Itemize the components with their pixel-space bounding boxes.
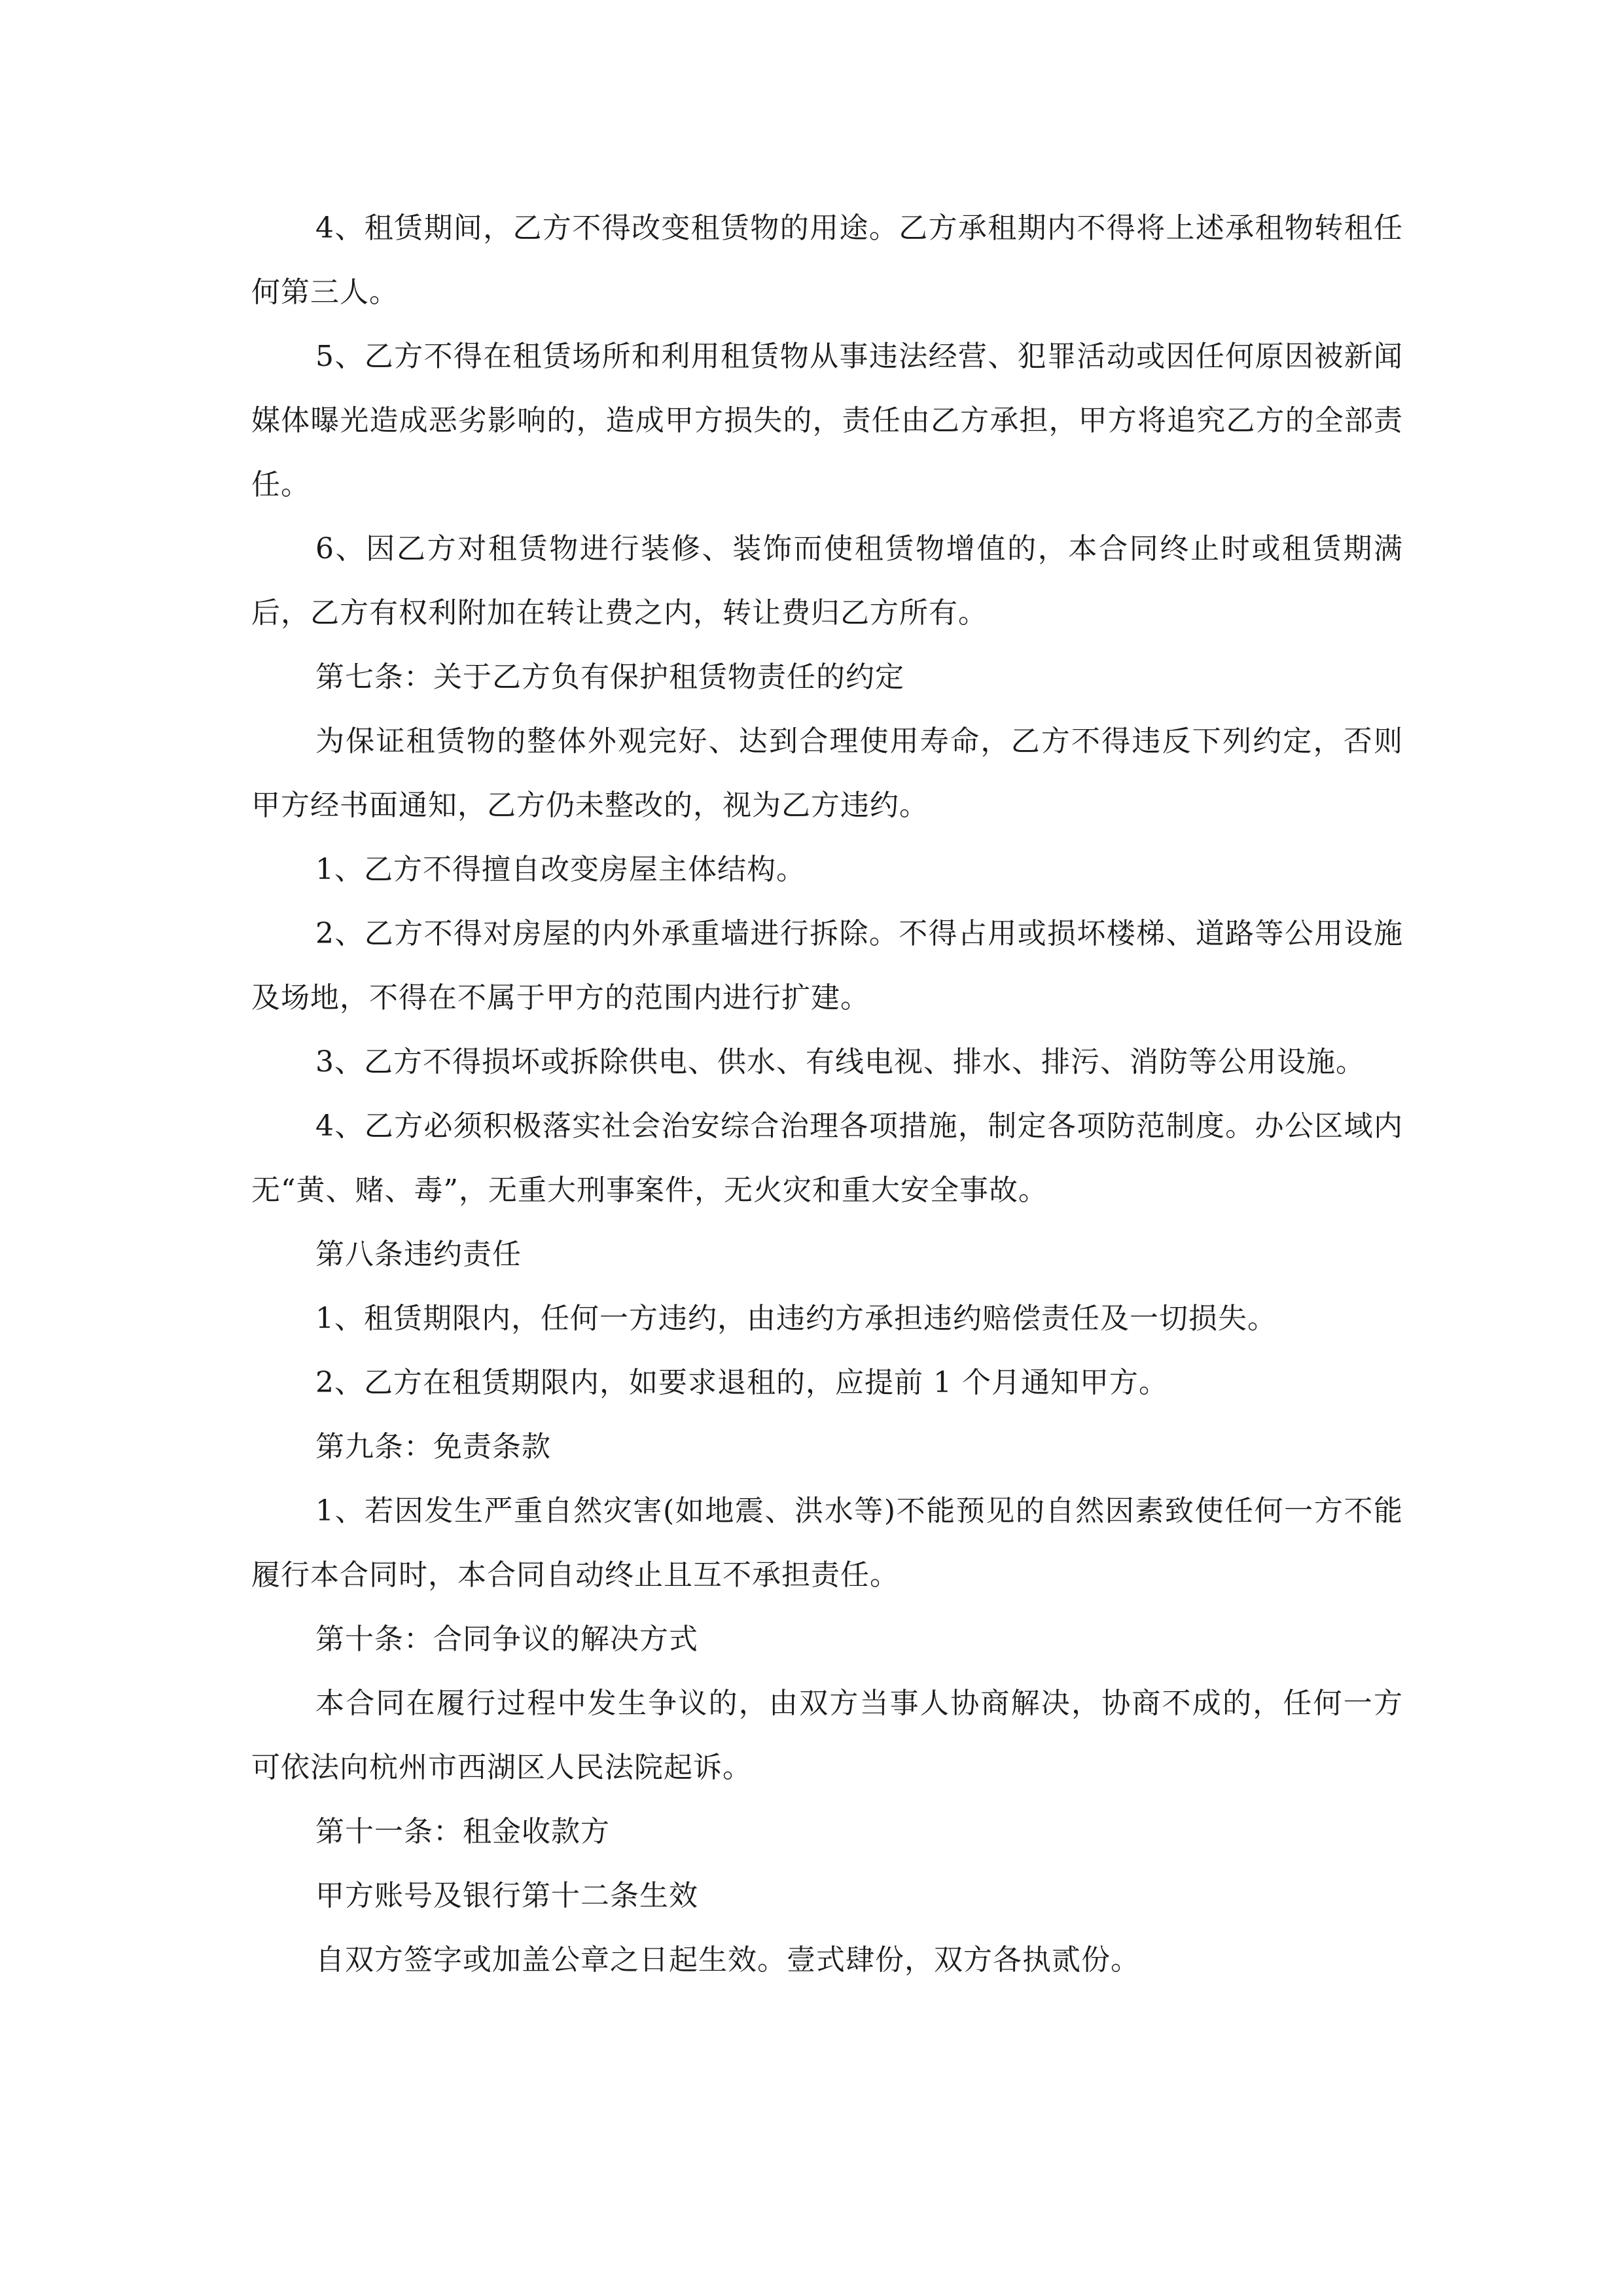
clause-7-item-2: 2、乙方不得对房屋的内外承重墙进行拆除。不得占用或损坏楼梯、道路等公用设施及场地，不得在不属于甲方的范围内进行扩建。 <box>251 917 1403 1014</box>
clause-7-item-1: 1、乙方不得擅自改变房屋主体结构。 <box>315 853 806 886</box>
clause-7-intro: 为保证租赁物的整体外观完好、达到合理使用寿命，乙方不得违反下列约定，否则甲方经书面通知，乙方仍未整改的，视为乙方违约。 <box>251 725 1403 822</box>
clause-6-item-6: 6、因乙方对租赁物进行装修、装饰而使租赁物增值的，本合同终止时或租赁期满后，乙方有权利附加在转让费之内，转让费归乙方所有。 <box>251 532 1403 630</box>
clause-8-item-2: 2、乙方在租赁期限内，如要求退租的，应提前 1 个月通知甲方。 <box>315 1366 1168 1399</box>
clause-11-body: 甲方账号及银行第十二条生效 <box>315 1879 698 1912</box>
clause-9-heading: 第九条：免责条款 <box>315 1430 551 1463</box>
clause-10-body: 本合同在履行过程中发生争议的，由双方当事人协商解决，协商不成的，任何一方可依法向杭州市西湖区人民法院起诉。 <box>251 1687 1403 1784</box>
clause-8-item-1: 1、租赁期限内，任何一方违约，由违约方承担违约赔偿责任及一切损失。 <box>315 1302 1277 1335</box>
clause-6-item-5: 5、乙方不得在租赁场所和利用租赁物从事违法经营、犯罪活动或因任何原因被新闻媒体曝光造成恶劣影响的，造成甲方损失的，责任由乙方承担，甲方将追究乙方的全部责任。 <box>251 340 1403 501</box>
clause-10-heading: 第十条：合同争议的解决方式 <box>315 1623 698 1656</box>
clause-8-heading: 第八条违约责任 <box>315 1238 522 1271</box>
clause-9-item-1: 1、若因发生严重自然灾害(如地震、洪水等)不能预见的自然因素致使任何一方不能履行本合同时，本合同自动终止且互不承担责任。 <box>251 1494 1403 1592</box>
clause-7-heading: 第七条：关于乙方负有保护租赁物责任的约定 <box>315 660 904 694</box>
document-body <box>251 196 1403 1992</box>
clause-7-item-4: 4、乙方必须积极落实社会治安综合治理各项措施，制定各项防范制度。办公区域内无“黄、赌、毒”，无重大刑事案件，无火灾和重大安全事故。 <box>251 1109 1403 1207</box>
clause-12-body: 自双方签字或加盖公章之日起生效。壹式肆份，双方各执贰份。 <box>315 1943 1140 1977</box>
clause-11-heading: 第十一条：租金收款方 <box>315 1815 610 1848</box>
clause-7-item-3: 3、乙方不得损坏或拆除供电、供水、有线电视、排水、排污、消防等公用设施。 <box>315 1045 1365 1079</box>
clause-6-item-4: 4、租赁期间，乙方不得改变租赁物的用途。乙方承租期内不得将上述承租物转租任何第三人。 <box>251 211 1403 309</box>
